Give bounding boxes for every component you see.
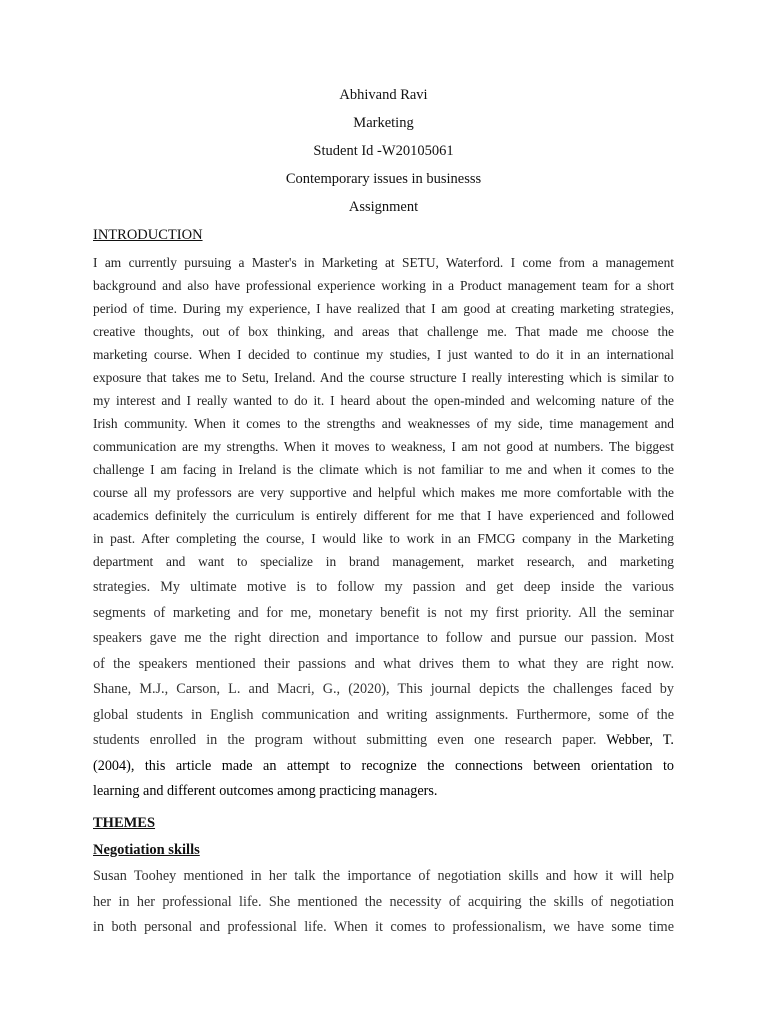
paragraph-line: department and want to specialize in brand management, market research, and marketing [93,554,674,569]
paragraph-line: speakers gave me the right direction and importance to follow and pursue our passion. Most [93,630,674,646]
author-name: Abhivand Ravi [339,87,428,103]
paragraph-line: her in her professional life. She mentioned the necessity of acquiring the skills of negotiation [93,893,674,910]
introduction-paragraph-continued [93,575,674,805]
paragraph-line: background and also have professional experience working in a Product management team for a short [93,278,674,293]
paragraph-line: my interest and I really wanted to do it. I heard about the open-minded and welcoming nature of the [93,393,674,408]
paragraph-line: in past. After completing the course, I would like to work in an FMCG company in the Marketing [93,531,674,546]
paragraph-line: period of time. During my experience, I have realized that I am good at creating marketing strategies, [93,301,674,316]
paragraph-line: in both personal and professional life. When it comes to professionalism, we have some time [93,919,674,935]
themes-paragraph [93,864,674,941]
paragraph-line: strategies. My ultimate motive is to follow my passion and get deep inside the various [93,579,674,595]
paragraph-line: communication are my strengths. When it moves to weakness, I am not good at numbers. The biggest [93,439,674,454]
introduction-paragraph [93,251,674,573]
themes-heading: THEMES [93,815,156,831]
introduction-heading: INTRODUCTION [93,227,203,243]
paragraph-line: of the speakers mentioned their passions and what drives them to what they are right now. [93,655,674,672]
paragraph-line: global students in English communication and writing assignments. Furthermore, some of the [93,706,674,723]
paragraph-line: I am currently pursuing a Master's in Marketing at SETU, Waterford. I come from a management [93,255,674,270]
paragraph-line: academics definitely the curriculum is entirely different for me that I have experienced and followed [93,508,674,523]
paragraph-line: Shane, M.J., Carson, L. and Macri, G., (2020), This journal depicts the challenges faced by [93,681,674,697]
paragraph-line [93,728,674,754]
paragraph-line: segments of marketing and for me, monetary benefit is not my first priority. All the seminar [93,604,674,621]
course-title: Contemporary issues in businesss [285,171,482,187]
paragraph-line: Irish community. When it comes to the strengths and weaknesses of my side, time management and [93,416,674,431]
paragraph-line: marketing course. When I decided to continue my studies, I just wanted to do it in an international [93,347,674,362]
paragraph-line: exposure that takes me to Setu, Ireland. And the course structure I really interesting which is similar to [93,370,674,385]
paragraph-line: challenge I am facing in Ireland is the climate which is not familiar to me and when it comes to the [93,462,674,477]
paragraph-text: students enrolled in the program without submitting even one research paper. [93,732,607,748]
paragraph-line: Susan Toohey mentioned in her talk the importance of negotiation skills and how it will help [93,868,674,884]
citation-text: Webber, T. [606,732,674,748]
paragraph-line: course all my professors are very supportive and helpful which makes me more comfortable with the [93,485,674,500]
paragraph-line: creative thoughts, out of box thinking, and areas that challenge me. That made me choose the [93,324,674,339]
student-id: Student Id -W20105061 [313,143,454,159]
negotiation-skills-subheading: Negotiation skills [93,842,200,858]
program-name: Marketing [353,115,414,131]
paragraph-line: (2004), this article made an attempt to recognize the connections between orientation to [93,757,674,774]
paragraph-line: learning and different outcomes among practicing managers. [93,783,438,799]
document-type: Assignment [348,199,419,215]
